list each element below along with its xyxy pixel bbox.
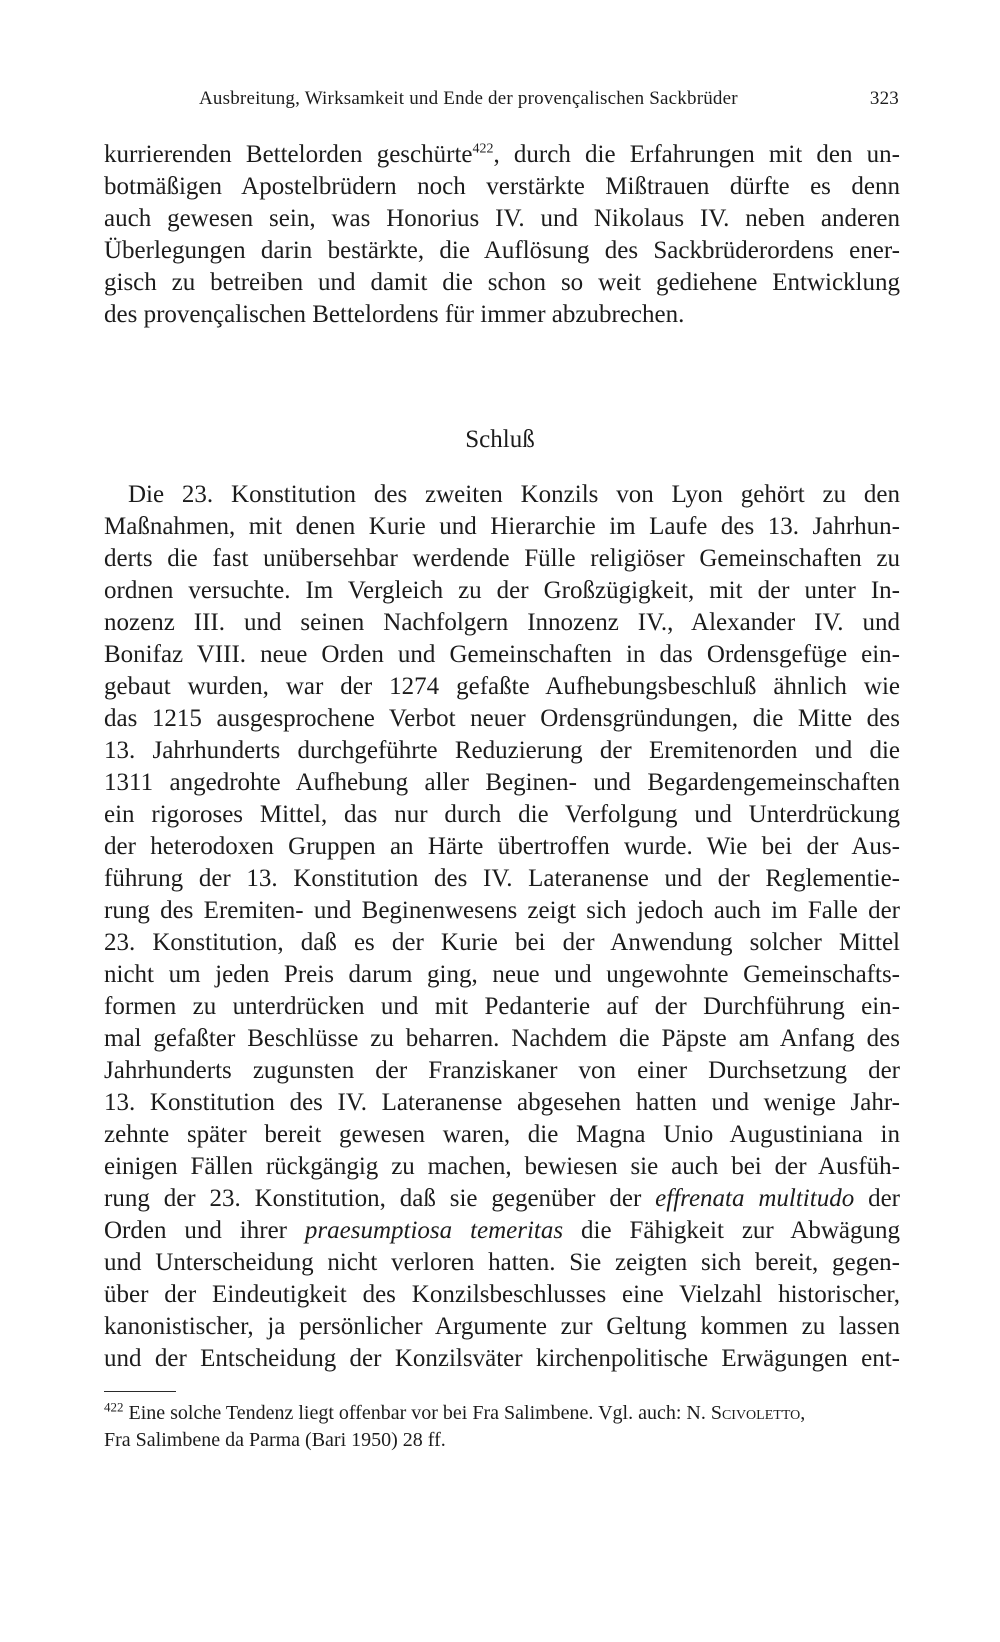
text-line: und der Entscheidung der Konzilsväter kirchenpolitische Erwägungen ent- [104, 1345, 900, 1372]
text-line: über der Eindeutigkeit des Konzilsbeschlusses eine Vielzahl historischer, [104, 1281, 900, 1308]
text-line: 13. Konstitution des IV. Lateranense abgesehen hatten und wenige Jahr- [104, 1089, 900, 1116]
text-line: formen zu unterdrücken und mit Pedanterie auf der Durchführung ein- [104, 993, 900, 1020]
text-line: nicht um jeden Preis darum ging, neue und ungewohnte Gemeinschafts- [104, 961, 900, 988]
text-line: ordnen versuchte. Im Vergleich zu der Großzügigkeit, mit der unter In- [104, 577, 900, 604]
text-span: die Fähigkeit zur Abwägung [563, 1217, 900, 1244]
text-line: rung des Eremiten- und Beginenwesens zeigt sich jedoch auch im Falle der [104, 897, 900, 924]
footnote-number: 422 [104, 1399, 124, 1415]
footnote-reference[interactable]: 422 [472, 141, 494, 157]
running-head [199, 88, 899, 118]
text-line [104, 1215, 900, 1247]
paragraph-conclusion [104, 479, 900, 1375]
text-line: und Unterscheidung nicht verloren hatten. Sie zeigten sich bereit, gegen- [104, 1249, 900, 1276]
text-line: botmäßigen Apostelbrüdern noch verstärkte Mißtrauen dürfte es denn [104, 173, 900, 200]
text-span: kurrierenden Bettelorden geschürte [104, 141, 473, 168]
footnote-divider [104, 1391, 176, 1392]
text-line: auch gewesen sein, was Honorius IV. und Nikolaus IV. neben anderen [104, 205, 900, 232]
text-line: 1311 angedrohte Aufhebung aller Beginen- und Begardengemeinschaften [104, 769, 900, 796]
text-line: einigen Fällen rückgängig zu machen, bewiesen sie auch bei der Ausfüh- [104, 1153, 900, 1180]
text-span: , durch die Erfahrungen mit den un- [493, 141, 900, 168]
text-line: 23. Konstitution, daß es der Kurie bei der Anwendung solcher Mittel [104, 929, 900, 956]
text-span: Orden und ihrer [104, 1217, 305, 1244]
text-line: kanonistischer, ja persönlicher Argumente zur Geltung kommen zu lassen [104, 1313, 900, 1340]
section-heading: Schluß [465, 426, 535, 453]
text-line: ein rigoroses Mittel, das nur durch die Verfolgung und Unterdrückung [104, 801, 900, 828]
paragraph-continued [104, 139, 900, 331]
text-line: 13. Jahrhunderts durchgeführte Reduzierung der Eremitenorden und die [104, 737, 900, 764]
text-line: nozenz III. und seinen Nachfolgern Innozenz IV., Alexander IV. und [104, 609, 900, 636]
text-line: Die 23. Konstitution des zweiten Konzils von Lyon gehört zu den [128, 481, 900, 508]
text-line: gisch zu betreiben und damit die schon so weit gediehene Entwicklung [104, 269, 900, 296]
text-span: rung der 23. Konstitution, daß sie gegenüber der [104, 1185, 656, 1212]
text-line [104, 139, 900, 171]
author-name: Scivoletto [710, 1402, 801, 1424]
text-line: mal gefaßter Beschlüsse zu beharren. Nachdem die Päpste am Anfang des [104, 1025, 900, 1052]
text-span: , [800, 1402, 806, 1424]
footnote-line: Fra Salimbene da Parma (Bari 1950) 28 ff. [104, 1429, 446, 1451]
text-line: des provençalischen Bettelordens für immer abzubrechen. [104, 301, 685, 328]
text-line: Überlegungen darin bestärkte, die Auflösung des Sackbrüderordens ener- [104, 237, 900, 264]
text-line: das 1215 ausgesprochene Verbot neuer Ordensgründungen, die Mitte des [104, 705, 900, 732]
text-line: derts die fast unübersehbar werdende Fülle religiöser Gemeinschaften zu [104, 545, 900, 572]
text-line: zehnte später bereit gewesen waren, die Magna Unio Augustiniana in [104, 1121, 900, 1148]
text-span: Eine solche Tendenz liegt offenbar vor bei Fra Salimbene. Vgl. auch: N. [128, 1402, 711, 1424]
text-line [104, 1183, 900, 1215]
text-line: Jahrhunderts zugunsten der Franziskaner von einer Durchsetzung der [104, 1057, 900, 1084]
footnote-line [104, 1400, 900, 1427]
text-line: Bonifaz VIII. neue Orden und Gemeinschaften in das Ordensgefüge ein- [104, 641, 900, 668]
page-number: 323 [869, 88, 899, 109]
italic-latin-term: praesumptiosa temeritas [304, 1217, 564, 1244]
italic-latin-term: effrenata multitudo [655, 1185, 855, 1212]
text-span: der [854, 1185, 900, 1212]
text-line: gebaut wurden, war der 1274 gefaßte Aufhebungsbeschluß ähnlich wie [104, 673, 900, 700]
text-line: Maßnahmen, mit denen Kurie und Hierarchie im Laufe des 13. Jahrhun- [104, 513, 900, 540]
footnote-422 [104, 1400, 900, 1454]
text-line: der heterodoxen Gruppen an Härte übertroffen wurde. Wie bei der Aus- [104, 833, 900, 860]
running-head-title: Ausbreitung, Wirksamkeit und Ende der provençalischen Sackbrüder [199, 88, 738, 109]
text-line: führung der 13. Konstitution des IV. Lateranense und der Reglementie- [104, 865, 900, 892]
